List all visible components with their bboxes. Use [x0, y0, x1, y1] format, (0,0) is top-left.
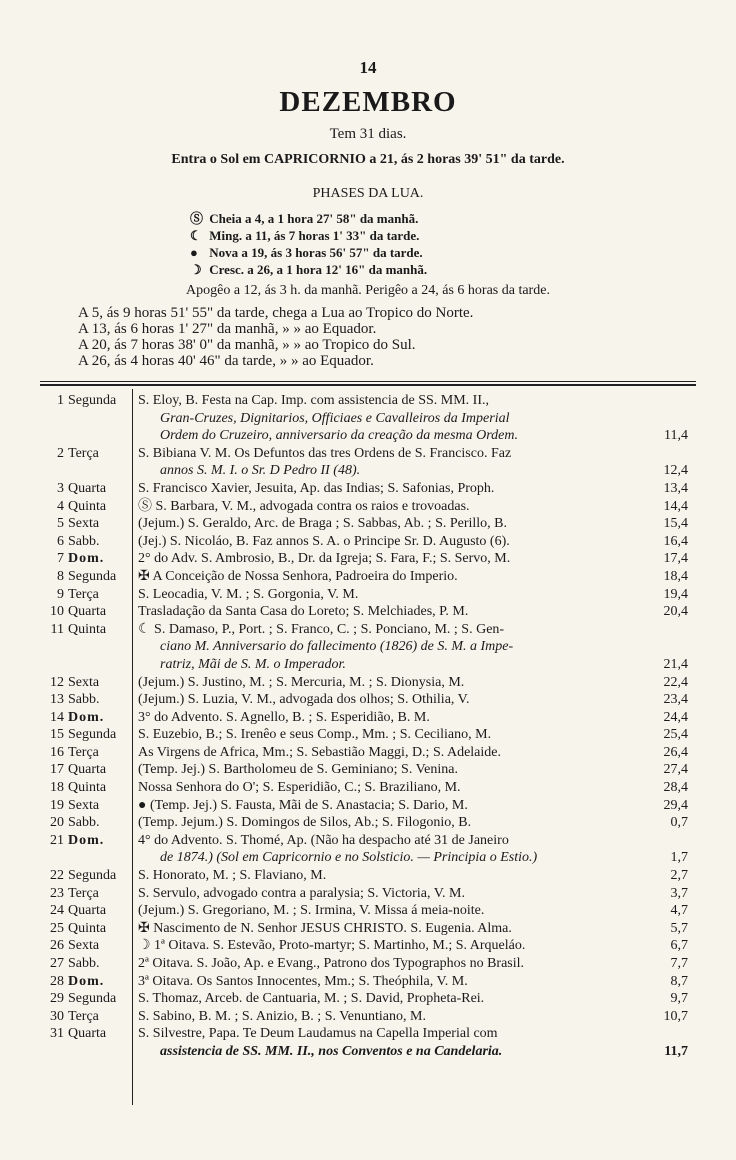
calendar-continuation-line	[40, 656, 696, 674]
weekday: Sabb.	[68, 956, 100, 971]
saints-text: (Jej.) S. Nicoláo, B. Faz annos S. A. o Principe Sr. D. Augusto (6).	[138, 533, 510, 549]
moon-age-value: 20,4	[663, 604, 688, 620]
saints-text: Ordem do Cruzeiro, anniversario da creação da mesma Ordem.	[160, 428, 518, 444]
calendar-day-row	[40, 797, 696, 815]
moon-age-value: 16,4	[663, 533, 688, 549]
saints-text: ratriz, Mãi de S. M. o Imperador.	[160, 656, 346, 672]
day-number: 29	[50, 991, 64, 1007]
moon-age-value: 22,4	[663, 674, 688, 690]
moon-phase-text: Cresc. a 26, a 1 hora 12' 16" da manhã.	[209, 262, 428, 277]
saints-text: de 1874.) (Sol em Capricornio e no Solsticio. — Principia o Estio.)	[160, 850, 538, 866]
calendar-continuation-line	[40, 638, 696, 656]
day-number: 15	[50, 727, 64, 743]
moon-age-value: 11,4	[664, 428, 688, 444]
tropic-row: A 20, ás 7 horas 38' 0" da manhã, » » ao Tropico do Sul.	[78, 337, 416, 353]
day-number: 14	[50, 709, 64, 725]
day-number: 21	[50, 832, 64, 848]
moon-age-value: 5,7	[670, 920, 688, 936]
weekday: Quinta	[68, 621, 107, 637]
weekday: Segunda	[68, 868, 117, 884]
saints-text: Ⓢ S. Barbara, V. M., advogada contra os raios e trovoadas.	[138, 498, 470, 514]
saints-text: S. Sabino, B. M. ; S. Anizio, B. ; S. Venuntiano, M.	[138, 1008, 426, 1024]
sun-entry: Entra o Sol em CAPRICORNIO a 21, ás 2 horas 39' 51" da tarde.	[171, 152, 565, 167]
weekday: Terça	[68, 1008, 99, 1024]
calendar-day-row	[40, 568, 696, 586]
saints-text: 2° do Adv. S. Ambrosio, B., Dr. da Igreja; S. Fara, F.; S. Servo, M.	[138, 551, 511, 567]
saints-text: (Jejum.) S. Luzia, V. M., advogada dos olhos; S. Othilia, V.	[138, 692, 470, 708]
full-moon-icon: Ⓢ	[190, 211, 204, 226]
day-number: 23	[50, 885, 64, 901]
calendar-day-row	[40, 937, 696, 955]
weekday: Sabb.	[68, 533, 100, 549]
saints-text: S. Bibiana V. M. Os Defuntos das tres Ordens de S. Francisco. Faz	[138, 445, 512, 461]
day-number: 16	[50, 744, 64, 760]
moon-phase-text: Nova a 19, ás 3 horas 56' 57" da tarde.	[209, 245, 423, 260]
day-number: 13	[50, 692, 64, 708]
apogee-perigee: Apogêo a 12, ás 3 h. da manhã. Perigêo a 24, ás 6 horas da tarde.	[186, 283, 550, 298]
moon-age-value: 29,4	[663, 797, 688, 813]
saints-text: 3° do Advento. S. Agnello, B. ; S. Esperidião, B. M.	[138, 709, 430, 725]
saints-text: annos S. M. I. o Sr. D Pedro II (48).	[160, 463, 361, 479]
calendar-day-row	[40, 603, 696, 621]
weekday: Dom.	[68, 973, 105, 989]
moon-age-value: 26,4	[663, 744, 688, 760]
day-number: 4	[57, 498, 64, 514]
calendar-day-row	[40, 621, 696, 639]
calendar-day-row	[40, 498, 696, 516]
saints-text: ✠ A Conceição de Nossa Senhora, Padroeira do Imperio.	[138, 568, 458, 584]
moon-phase-row	[190, 261, 427, 278]
moon-age-value: 6,7	[670, 938, 688, 954]
saints-text: S. Silvestre, Papa. Te Deum Laudamus na Capella Imperial com	[138, 1026, 498, 1042]
calendar-day-row	[40, 744, 696, 762]
moon-age-value: 28,4	[663, 780, 688, 796]
day-number: 28	[50, 973, 64, 989]
moon-phase-row	[190, 244, 427, 261]
calendar-day-row	[40, 867, 696, 885]
calendar-day-row	[40, 445, 696, 463]
weekday: Terça	[68, 744, 99, 760]
calendar-day-row	[40, 550, 696, 568]
day-number: 8	[57, 568, 64, 584]
moon-phase-row	[190, 227, 427, 244]
day-number: 20	[50, 815, 64, 831]
saints-text: (Jejum.) S. Justino, M. ; S. Mercuria, M. ; S. Dionysia, M.	[138, 674, 465, 690]
saints-text: S. Euzebio, B.; S. Irenêo e seus Comp., Mm. ; S. Ceciliano, M.	[138, 727, 492, 743]
day-number: 25	[50, 920, 64, 936]
month-title: DEZEMBRO	[279, 86, 457, 118]
calendar-table	[40, 392, 696, 1061]
first-quarter-icon: ☽	[190, 262, 202, 277]
weekday: Sabb.	[68, 815, 100, 831]
saints-text: (Jejum.) S. Geraldo, Arc. de Braga ; S. Sabbas, Ab. ; S. Perillo, B.	[138, 516, 508, 532]
calendar-day-row	[40, 392, 696, 410]
moon-age-value: 27,4	[663, 762, 688, 778]
page-number: 14	[359, 58, 377, 77]
saints-text: (Temp. Jejum.) S. Domingos de Silos, Ab.; S. Filogonio, B.	[138, 815, 472, 831]
moon-age-value: 2,7	[670, 868, 688, 884]
calendar-day-row	[40, 674, 696, 692]
calendar-day-row	[40, 832, 696, 850]
days-count: Tem 31 dias.	[329, 126, 407, 142]
calendar-day-row	[40, 586, 696, 604]
moon-age-value: 9,7	[670, 991, 688, 1007]
calendar-day-row	[40, 920, 696, 938]
calendar-day-row	[40, 1025, 696, 1043]
saints-text: ciano M. Anniversario do fallecimento (1826) de S. M. a Impe-	[160, 639, 514, 655]
calendar-continuation-line	[40, 462, 696, 480]
moon-age-value: 0,7	[670, 815, 688, 831]
calendar-day-row	[40, 761, 696, 779]
day-number: 27	[50, 956, 64, 971]
last-quarter-icon: ☾	[190, 228, 202, 243]
tropic-row: A 26, ás 4 horas 40' 46" da tarde, » » ao Equador.	[78, 353, 374, 369]
weekday: Segunda	[68, 727, 117, 743]
weekday: Quarta	[68, 604, 107, 620]
saints-text: 2ª Oitava. S. João, Ap. e Evang., Patrono dos Typographos no Brasil.	[138, 956, 525, 971]
day-number: 10	[50, 604, 64, 620]
day-number: 5	[57, 516, 64, 532]
moon-age-value: 12,4	[663, 463, 688, 479]
calendar-day-row	[40, 814, 696, 832]
weekday: Terça	[68, 445, 99, 461]
day-number: 31	[50, 1026, 64, 1042]
saints-text: S. Francisco Xavier, Jesuita, Ap. das Indias; S. Safonias, Proph.	[138, 480, 495, 496]
weekday: Dom.	[68, 551, 105, 567]
moon-age-value: 3,7	[670, 885, 688, 901]
calendar-day-row	[40, 709, 696, 727]
saints-text: ✠ Nascimento de N. Senhor JESUS CHRISTO. S. Eugenia. Alma.	[138, 920, 512, 936]
moon-age-value: 23,4	[663, 692, 688, 708]
calendar-day-row	[40, 533, 696, 551]
day-number: 30	[50, 1008, 64, 1024]
weekday: Segunda	[68, 568, 117, 584]
saints-text: As Virgens de Africa, Mm.; S. Sebastião Maggi, D.; S. Adelaide.	[138, 744, 501, 760]
calendar-continuation-line	[40, 1043, 696, 1061]
day-number: 7	[57, 551, 64, 567]
weekday: Sexta	[68, 938, 100, 954]
calendar-continuation-line	[40, 427, 696, 445]
saints-text: ☾ S. Damaso, P., Port. ; S. Franco, C. ; S. Ponciano, M. ; S. Gen-	[138, 621, 505, 637]
moon-age-value: 13,4	[663, 480, 688, 496]
weekday: Quarta	[68, 1026, 107, 1042]
saints-text: S. Leocadia, V. M. ; S. Gorgonia, V. M.	[138, 586, 359, 602]
calendar-day-row	[40, 955, 696, 973]
weekday: Sexta	[68, 674, 100, 690]
day-number: 2	[57, 445, 64, 461]
weekday: Segunda	[68, 393, 117, 408]
calendar-day-row	[40, 779, 696, 797]
weekday: Segunda	[68, 991, 117, 1007]
phases-title: PHASES DA LUA.	[312, 186, 424, 201]
day-number: 26	[50, 938, 64, 954]
moon-age-value: 18,4	[663, 568, 688, 584]
weekday: Terça	[68, 586, 99, 602]
saints-text: Nossa Senhora do O'; S. Esperidião, C.; S. Braziliano, M.	[138, 780, 461, 796]
saints-text: S. Eloy, B. Festa na Cap. Imp. com assistencia de SS. MM. II.,	[138, 393, 490, 408]
saints-text: S. Thomaz, Arceb. de Cantuaria, M. ; S. David, Propheta-Rei.	[138, 991, 485, 1007]
tropics-list	[78, 305, 473, 369]
calendar-day-row	[40, 990, 696, 1008]
weekday: Quinta	[68, 920, 107, 936]
weekday: Sabb.	[68, 692, 100, 708]
day-number: 22	[50, 868, 64, 884]
moon-phases-list	[190, 210, 427, 278]
top-rule	[40, 381, 696, 382]
new-moon-icon: ●	[190, 245, 198, 260]
moon-age-value: 19,4	[663, 586, 688, 602]
saints-text: ● (Temp. Jej.) S. Fausta, Mãi de S. Anastacia; S. Dario, M.	[138, 797, 468, 813]
saints-text: (Jejum.) S. Gregoriano, M. ; S. Irmina, V. Missa á meia-noite.	[138, 903, 485, 919]
saints-text: 3ª Oitava. Os Santos Innocentes, Mm.; S. Theóphila, V. M.	[138, 973, 468, 989]
moon-phase-text: Cheia a 4, a 1 hora 27' 58" da manhã.	[209, 211, 419, 226]
saints-text: S. Honorato, M. ; S. Flaviano, M.	[138, 868, 327, 884]
saints-text: Gran-Cruzes, Dignitarios, Officiaes e Cavalleiros da Imperial	[160, 410, 510, 426]
calendar-continuation-line	[40, 410, 696, 428]
calendar-day-row	[40, 691, 696, 709]
moon-phase-text: Ming. a 11, ás 7 horas 1' 33" da tarde.	[209, 228, 420, 243]
saints-text: ☽ 1ª Oitava. S. Estevão, Proto-martyr; S. Martinho, M.; S. Arqueláo.	[138, 938, 526, 954]
day-number: 18	[50, 780, 64, 796]
calendar-day-row	[40, 726, 696, 744]
moon-age-value: 11,7	[664, 1043, 688, 1059]
calendar-day-row	[40, 885, 696, 903]
day-number: 19	[50, 797, 64, 813]
weekday: Quinta	[68, 780, 107, 796]
moon-age-value: 4,7	[670, 903, 688, 919]
day-number: 1	[57, 393, 64, 408]
saints-text: 4° do Advento. S. Thomé, Ap. (Não ha despacho até 31 de Janeiro	[138, 832, 509, 848]
day-number: 3	[57, 480, 64, 496]
moon-age-value: 7,7	[670, 956, 688, 971]
calendar-day-row	[40, 480, 696, 498]
moon-age-value: 17,4	[663, 551, 688, 567]
weekday: Quarta	[68, 480, 107, 496]
calendar-day-row	[40, 515, 696, 533]
moon-age-value: 15,4	[663, 516, 688, 532]
moon-age-value: 10,7	[663, 1008, 688, 1024]
calendar-continuation-line	[40, 849, 696, 867]
weekday: Sexta	[68, 797, 100, 813]
day-number: 11	[50, 621, 64, 637]
weekday: Quarta	[68, 762, 107, 778]
weekday: Quinta	[68, 498, 107, 514]
calendar-day-row	[40, 973, 696, 991]
saints-text: Trasladação da Santa Casa do Loreto; S. Melchiades, P. M.	[138, 604, 469, 620]
tropic-row: A 5, ás 9 horas 51' 55" da tarde, chega a Lua ao Tropico do Norte.	[78, 305, 474, 321]
day-number: 9	[57, 586, 64, 602]
tropic-row: A 13, ás 6 horas 1' 27" da manhã, » » ao Equador.	[78, 321, 377, 337]
day-number: 6	[57, 533, 64, 549]
top-rule-thick	[40, 384, 696, 386]
weekday: Quarta	[68, 903, 107, 919]
calendar-day-row	[40, 902, 696, 920]
calendar-day-row	[40, 1008, 696, 1026]
moon-age-value: 14,4	[663, 498, 688, 514]
saints-text: assistencia de SS. MM. II., nos Conventos e na Candelaria.	[160, 1043, 503, 1059]
day-number: 24	[50, 903, 64, 919]
weekday: Terça	[68, 885, 99, 901]
moon-age-value: 21,4	[663, 656, 688, 672]
day-number: 17	[50, 762, 64, 778]
moon-age-value: 8,7	[670, 973, 688, 989]
moon-age-value: 1,7	[670, 850, 688, 866]
weekday: Sexta	[68, 516, 100, 532]
weekday: Dom.	[68, 832, 105, 848]
moon-age-value: 24,4	[663, 709, 688, 725]
moon-phase-row	[190, 210, 427, 227]
saints-text: (Temp. Jej.) S. Bartholomeu de S. Geminiano; S. Venina.	[138, 762, 458, 778]
weekday: Dom.	[68, 709, 105, 725]
day-number: 12	[50, 674, 64, 690]
moon-age-value: 25,4	[663, 727, 688, 743]
saints-text: S. Servulo, advogado contra a paralysia; S. Victoria, V. M.	[138, 885, 465, 901]
